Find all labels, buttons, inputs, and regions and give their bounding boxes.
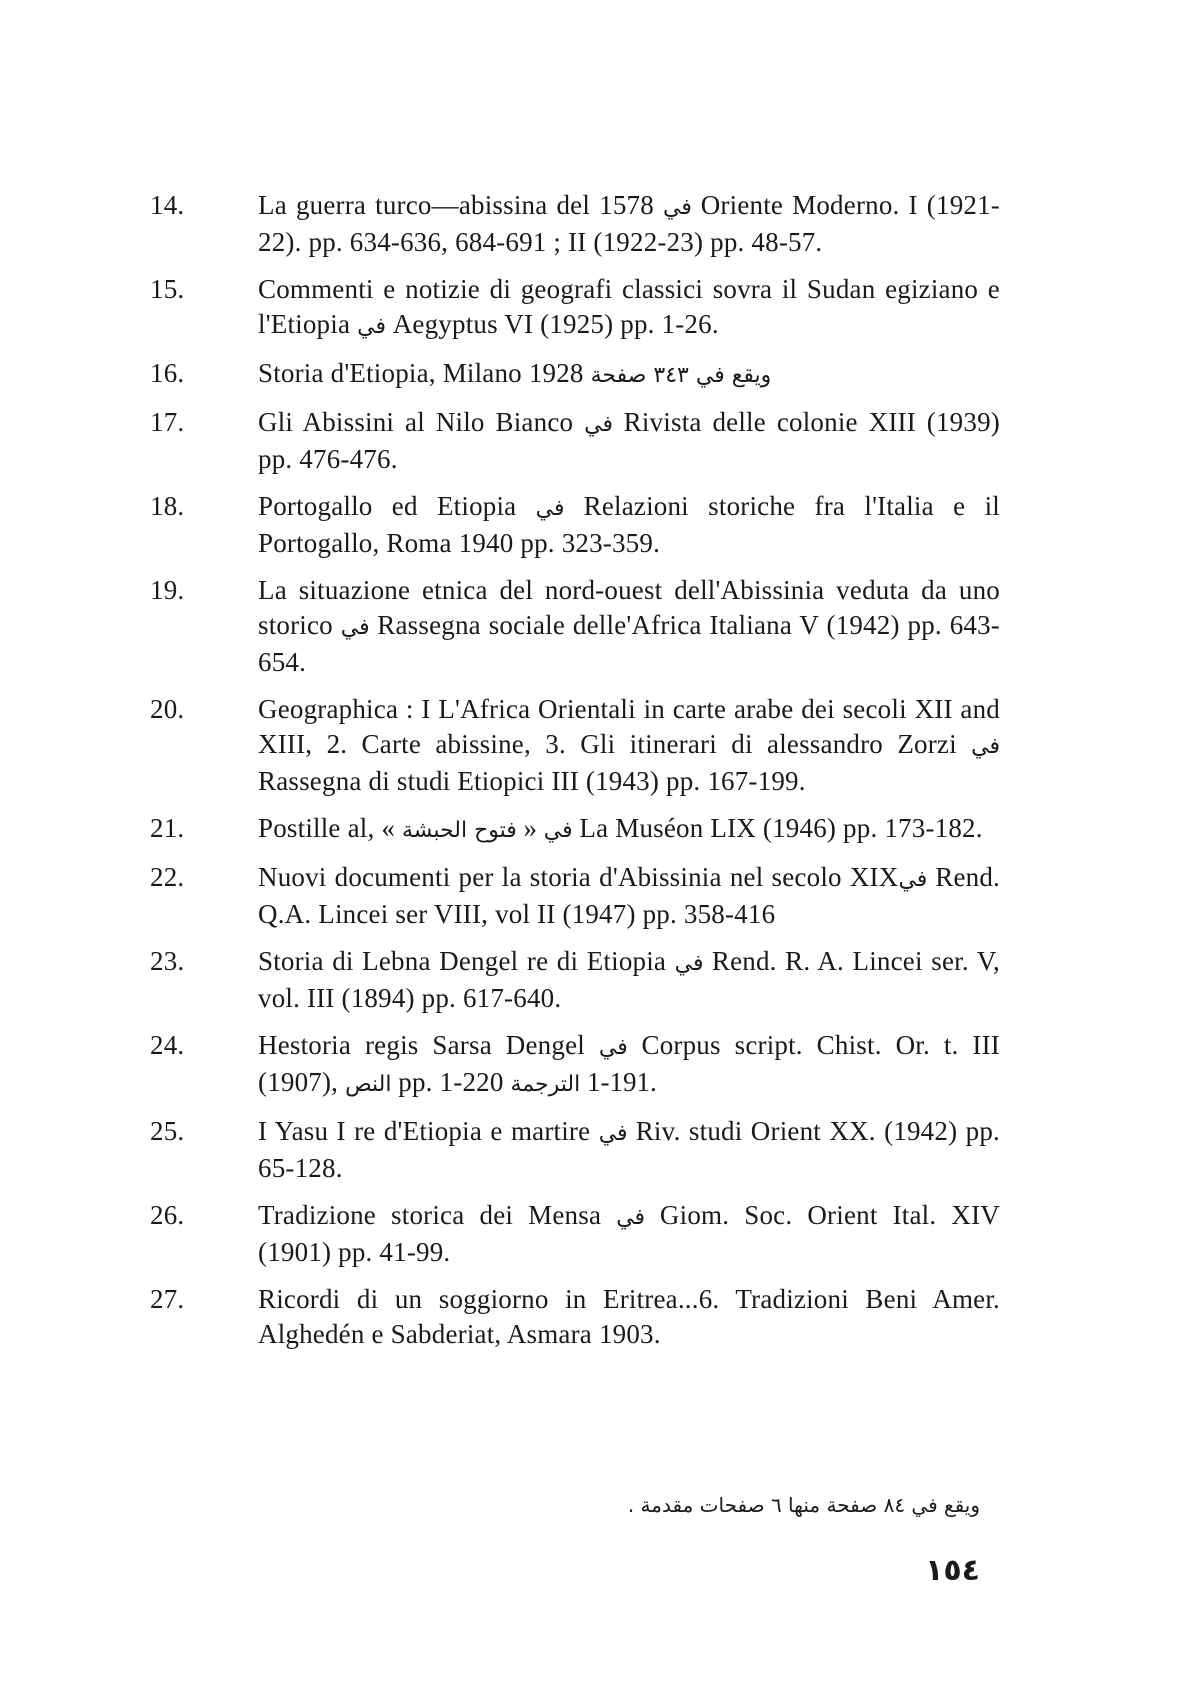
entry-text (258, 944, 1000, 1016)
entry-text (258, 1282, 1000, 1352)
entry-text-segment: Relazioni storiche fra l'Italia e il Portogallo, Roma 1940 pp. 323-359. (258, 491, 1000, 558)
arabic-text: الترجمة (510, 1072, 581, 1097)
entry-text (258, 405, 1000, 477)
entry-number: 21. (150, 813, 185, 843)
arabic-text: في (584, 412, 613, 437)
bibliography-entry (150, 692, 1000, 799)
entry-text-segment: Rend. Q.A. Lincei ser VIII, vol II (1947) pp. 358-416 (258, 862, 1000, 929)
arabic-text: في (543, 818, 573, 843)
entry-text (258, 1028, 1000, 1102)
entry-text-segment: I Yasu I re d'Etiopia e martire (258, 1116, 599, 1146)
bibliography-entry (150, 1282, 1000, 1352)
arabic-text: في (598, 1035, 628, 1060)
bibliography-entry (150, 405, 1000, 477)
bibliography-entry (150, 489, 1000, 561)
entry-number: 20. (150, 694, 185, 724)
entry-number: 24. (150, 1030, 185, 1060)
bibliography-entry (150, 860, 1000, 932)
entry-text-segment: Riv. studi Orient XX. (1942) pp. 65-128. (258, 1116, 1000, 1183)
entry-text (258, 188, 1000, 260)
entry-text-segment: Rend. R. A. Lincei ser. V, vol. III (1894) pp. 617-640. (258, 946, 1000, 1013)
entry-number: 22. (150, 862, 185, 892)
entry-text-segment: » (516, 813, 544, 843)
arabic-text: النص (345, 1072, 392, 1097)
entry-text-segment: Hestoria regis Sarsa Dengel (258, 1030, 599, 1060)
entry-number: 14. (150, 190, 185, 220)
entry-text-segment: Ricordi di un soggiorno in Eritrea...6. Tradizioni Beni Amer. Alghedén e Sabderiat, Asmara 1903. (258, 1284, 1000, 1349)
entry-number: 18. (150, 491, 185, 521)
bibliography-entry (150, 1114, 1000, 1186)
bibliography-entry (150, 356, 1000, 393)
entry-number: 23. (150, 946, 185, 976)
bibliography-entry (150, 188, 1000, 260)
entry-number: 26. (150, 1200, 185, 1230)
arabic-text: في (340, 615, 370, 640)
entry-text-segment: Aegyptus VI (1925) pp. 1-26. (385, 309, 719, 339)
arabic-text: في (674, 951, 704, 976)
bibliography-entry (150, 573, 1000, 680)
entry-text-segment: La guerra turco—abissina del 1578 (258, 190, 663, 220)
arabic-text: فتوح الحبشة (402, 818, 517, 843)
entry-text-segment: Gli Abissini al Nilo Bianco (258, 407, 585, 437)
entry-number: 19. (150, 575, 185, 605)
arabic-text: في (357, 314, 386, 339)
entry-text-segment: La situazione etnica del nord-ouest dell'Abissinia veduta da uno storico (258, 575, 1000, 640)
entry-text-segment: Corpus script. Chist. Or. t. III (1907), (258, 1030, 1000, 1097)
entry-text (258, 1198, 1000, 1270)
entry-text (258, 573, 1000, 680)
arabic-text: في (598, 1121, 628, 1146)
entry-text-segment: Giom. Soc. Orient Ital. XIV (1901) pp. 41-99. (258, 1200, 1000, 1267)
bibliography-entry (150, 811, 1000, 848)
entry-number: 27. (150, 1284, 185, 1314)
entry-number: 25. (150, 1116, 185, 1146)
entry-text-segment: Rassegna di studi Etiopici III (1943) pp. 167-199. (258, 766, 806, 796)
bibliography-list (150, 188, 1000, 1364)
entry-text (258, 860, 1000, 932)
entry-text (258, 356, 1000, 393)
entry-text-segment: Commenti e notizie di geografi classici sovra il Sudan egiziano e l'Etiopia (258, 274, 1000, 339)
arabic-footnote: ويقع في ٨٤ صفحة منها ٦ صفحات مقدمة . (627, 1493, 980, 1517)
entry-text (258, 1114, 1000, 1186)
bibliography-entry (150, 272, 1000, 344)
entry-number: 16. (150, 358, 185, 388)
entry-text (258, 692, 1000, 799)
arabic-text: في (616, 1205, 646, 1230)
entry-number: 15. (150, 274, 185, 304)
entry-text-segment: Rivista delle colonie XIII (1939) pp. 476-476. (258, 407, 1000, 474)
arabic-text: في (663, 195, 692, 220)
arabic-text: في (535, 496, 565, 521)
entry-text-segment: Geographica : I L'Africa Orientali in carte arabe dei secoli XII and XIII, 2. Carte abissine, 3. Gli itinerari di alessandro Zorzi (258, 694, 1000, 759)
entry-text-segment: Rassegna sociale delle'Africa Italiana V (1942) pp. 643-654. (258, 610, 1000, 677)
bibliography-entry (150, 1198, 1000, 1270)
arabic-text: ويقع في ٣٤٣ صفحة (590, 363, 772, 388)
entry-text-segment: pp. 1-220 (391, 1067, 511, 1097)
page-number: ١٥٤ (925, 1553, 980, 1588)
bibliography-entry (150, 944, 1000, 1016)
entry-text-segment: 1-191. (580, 1067, 657, 1097)
entry-text-segment: La Muséon LIX (1946) pp. 173-182. (572, 813, 983, 843)
entry-text (258, 489, 1000, 561)
entry-text-segment: Storia d'Etiopia, Milano 1928 (258, 358, 591, 388)
arabic-text: في (898, 867, 928, 892)
entry-text (258, 272, 1000, 344)
entry-text-segment: Postille al, « (258, 813, 402, 843)
bibliography-entry (150, 1028, 1000, 1102)
entry-number: 17. (150, 407, 185, 437)
entry-text (258, 811, 1000, 848)
entry-text-segment: Nuovi documenti per la storia d'Abissinia nel secolo XIX (258, 862, 899, 892)
arabic-text: في (971, 734, 1000, 759)
entry-text-segment: Oriente Moderno. I (1921-22). pp. 634-636, 684-691 ; II (1922-23) pp. 48-57. (258, 190, 1000, 257)
entry-text-segment: Tradizione storica dei Mensa (258, 1200, 617, 1230)
entry-text-segment: Storia di Lebna Dengel re di Etiopia (258, 946, 675, 976)
entry-text-segment: Portogallo ed Etiopia (258, 491, 536, 521)
